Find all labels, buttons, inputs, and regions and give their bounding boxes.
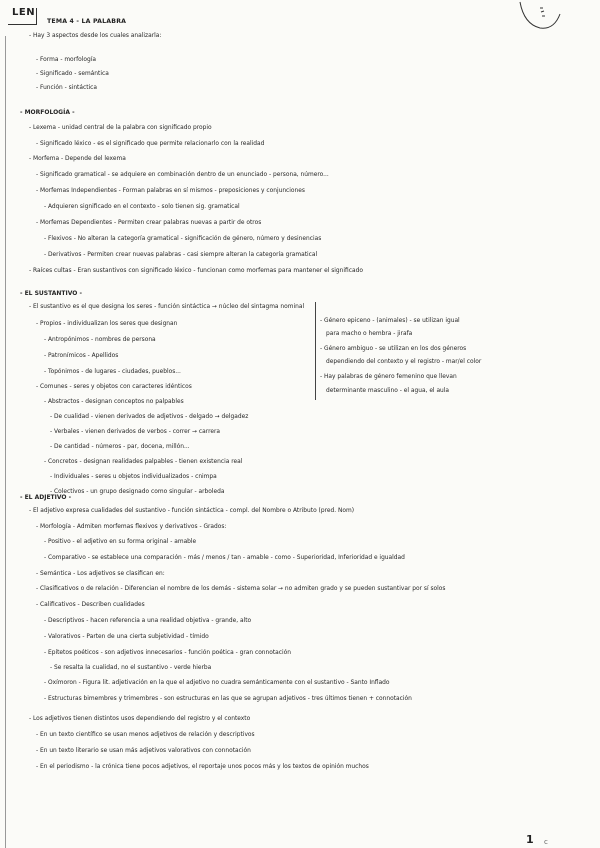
note-line: - De cualidad - vienen derivados de adjetivos - delgado → delgadez bbox=[50, 414, 249, 420]
note-line: - Epítetos poéticos - son adjetivos innecesarios - función poética - gran connotación bbox=[44, 650, 291, 656]
note-line: - En un texto literario se usan más adjetivos valorativos con connotación bbox=[36, 748, 251, 754]
page-title: TEMA 4 - LA PALABRA bbox=[47, 18, 127, 25]
note-line: - El adjetivo expresa cualidades del sustantivo - función sintáctica - compl. del Nombre o Atributo (pred. Nom) bbox=[29, 508, 355, 514]
note-line: - Morfología - Admiten morfemas flexivos y derivativos - Grados: bbox=[36, 524, 227, 530]
tag-sideline bbox=[36, 8, 37, 25]
note-line: - Morfemas Independientes - Forman palabras en sí mismos - preposiciones y conjunciones bbox=[36, 188, 305, 194]
section-heading: - MORFOLOGÍA - bbox=[20, 109, 75, 116]
note-line: - Significado léxico - es el significado que permite relacionarlo con la realidad bbox=[36, 141, 265, 147]
note-line: - Morfema - Depende del lexema bbox=[29, 156, 126, 162]
note-line: - Clasificativos o de relación - Diferencian el nombre de los demás - sistema solar → no admiten grado y se pueden sustantivar por sí solos bbox=[36, 586, 446, 592]
note-line: - Flexivos - No alteran la categoría gramatical - significación de género, número y desinencias bbox=[44, 236, 322, 242]
note-line: - Se resalta la cualidad, no el sustantivo - verde hierba bbox=[50, 665, 212, 671]
note-line: - Colectivos - un grupo designado como singular - arboleda bbox=[50, 489, 225, 495]
note-line: - Positivo - el adjetivo en su forma original - amable bbox=[44, 539, 197, 545]
note-line: - Patronímicos - Apellidos bbox=[44, 353, 119, 359]
note-line: - Individuales - seres u objetos individualizados - cnimpa bbox=[50, 474, 217, 480]
margin-rule bbox=[5, 36, 6, 848]
note-line: - Valorativos - Parten de una cierta subjetividad - tímido bbox=[44, 634, 209, 640]
note-line: - Derivativos - Permiten crear nuevas palabras - casi siempre alteran la categoría gramatical bbox=[44, 252, 318, 258]
note-line: - Significado - semántica bbox=[36, 71, 109, 77]
note-line: - Descriptivos - hacen referencia a una realidad objetiva - grande, alto bbox=[44, 618, 252, 624]
note-line: - Semántica - Los adjetivos se clasifican en: bbox=[36, 571, 165, 577]
note-line: determinante masculino - el agua, el aula bbox=[326, 388, 450, 394]
note-line: - Significado gramatical - se adquiere en combinación dentro de un enunciado - persona, número... bbox=[36, 172, 329, 178]
tag-underline bbox=[8, 24, 36, 25]
note-line: - Hay 3 aspectos desde los cuales analizarla: bbox=[29, 33, 162, 39]
side-bracket bbox=[315, 302, 316, 400]
subject-tag: LEN bbox=[12, 7, 36, 18]
note-line: - Raíces cultas - Eran sustantivos con significado léxico - funcionan como morfemas para mantener el significado bbox=[29, 268, 363, 274]
note-line: - Hay palabras de género femenino que llevan bbox=[320, 374, 457, 380]
note-line: - Estructuras bimembres y trimembres - son estructuras en las que se agrupan adjetivos - tres últimos tienen + connotación bbox=[44, 696, 412, 702]
note-line: - Antropónimos - nombres de persona bbox=[44, 337, 156, 343]
note-line: - Género epiceno - (animales) - se utilizan igual bbox=[320, 318, 460, 324]
section-heading: - EL ADJETIVO - bbox=[20, 494, 72, 501]
note-line: - Propios - individualizan los seres que designan bbox=[36, 321, 178, 327]
note-line: dependiendo del contexto y el registro - mar/el color bbox=[326, 359, 482, 365]
note-line: - Abstractos - designan conceptos no palpables bbox=[44, 399, 184, 405]
note-line: - Concretos - designan realidades palpables - tienen existencia real bbox=[44, 459, 243, 465]
note-line: - Los adjetivos tienen distintos usos dependiendo del registro y el contexto bbox=[29, 716, 251, 722]
note-line: - Función - sintáctica bbox=[36, 85, 98, 91]
note-line: para macho o hembra - jirafa bbox=[326, 331, 413, 337]
note-line: - Calificativos - Describen cualidades bbox=[36, 602, 145, 608]
section-heading: - EL SUSTANTIVO - bbox=[20, 290, 82, 297]
note-line: - En el periodismo - la crónica tiene pocos adjetivos, el reportaje unos pocos más y los textos de opinión muchos bbox=[36, 764, 369, 770]
note-line: - Lexema - unidad central de la palabra con significado propio bbox=[29, 125, 212, 131]
note-line: - El sustantivo es el que designa los seres - función sintáctica → núcleo del sintagma nominal bbox=[29, 304, 305, 310]
note-line: - En un texto científico se usan menos adjetivos de relación y descriptivos bbox=[36, 732, 255, 738]
note-line: - Verbales - vienen derivados de verbos - correr → carrera bbox=[50, 429, 221, 435]
page-number: 1 bbox=[526, 833, 534, 846]
note-line: - Forma - morfología bbox=[36, 57, 96, 63]
note-line: - Oxímoron - Figura lit. adjetivación en la que el adjetivo no cuadra semánticamente con el sustantivo - Santo Inflado bbox=[44, 680, 390, 686]
note-line: - De cantidad - números - par, docena, millón... bbox=[50, 444, 190, 450]
note-line: - Adquieren significado en el contexto - solo tienen sig. gramatical bbox=[44, 204, 240, 210]
note-line: - Morfemas Dependientes - Permiten crear palabras nuevas a partir de otros bbox=[36, 220, 262, 226]
page-mark: c bbox=[544, 838, 548, 846]
note-line: - Topónimos - de lugares - ciudades, pueblos... bbox=[44, 369, 181, 375]
note-line: - Género ambiguo - se utilizan en los dos géneros bbox=[320, 346, 467, 352]
doodle-icon bbox=[514, 0, 564, 32]
note-line: - Comparativo - se establece una comparación - más / menos / tan - amable - como - Superioridad, Inferioridad e igualdad bbox=[44, 555, 405, 561]
note-line: - Comunes - seres y objetos con caracteres idénticos bbox=[36, 384, 192, 390]
